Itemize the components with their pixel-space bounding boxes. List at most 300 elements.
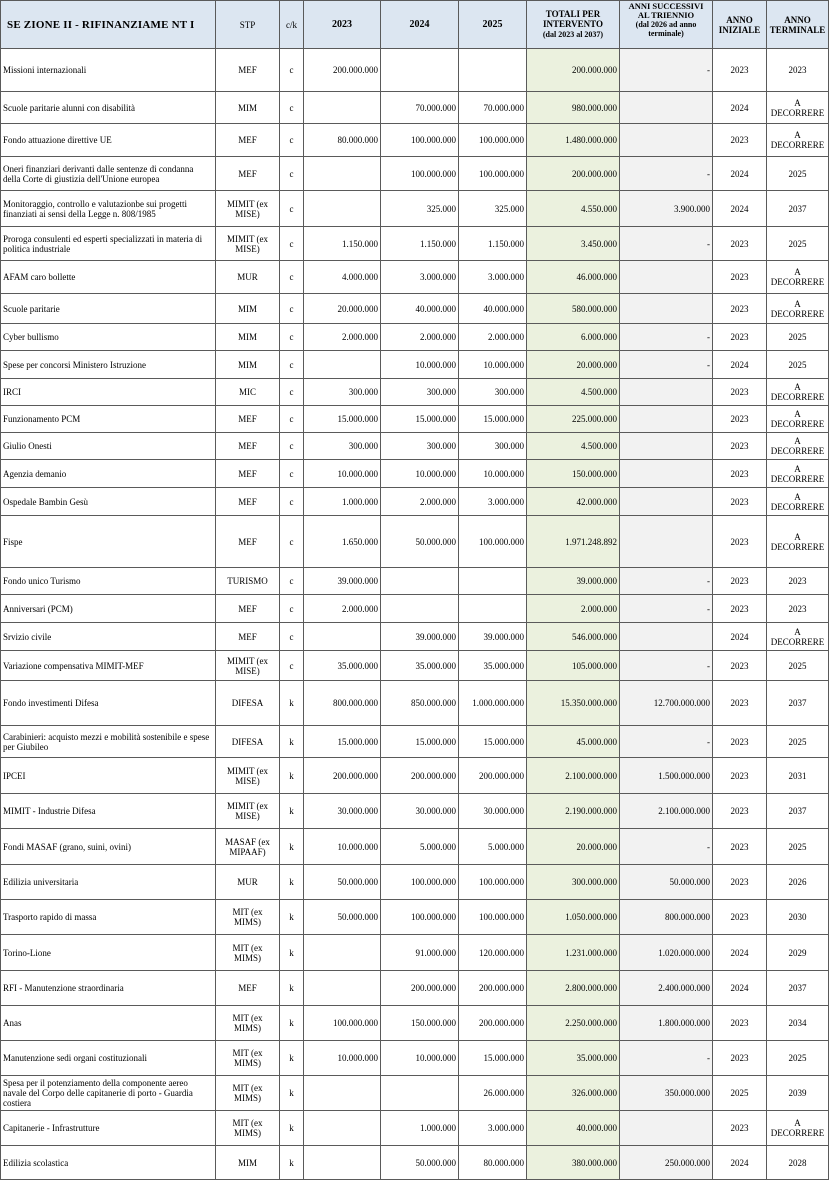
table-row [1,758,829,794]
row-2024: 30.000.000 [381,794,459,829]
row-stp: MIT (ex MIMS) [216,1041,280,1076]
row-totale: 4.550.000 [527,191,620,227]
header-succ-sub: (dal 2026 ad anno terminale) [635,20,697,38]
row-anni-successivi [620,1111,713,1146]
row-2023 [304,157,381,191]
row-2023: 15.000.000 [304,406,381,433]
row-anno-terminale: 2023 [767,595,829,623]
row-totale: 15.350.000.000 [527,681,620,726]
row-anni-successivi: 2.400.000.000 [620,971,713,1006]
row-2025: 15.000.000 [459,406,527,433]
row-anno-terminale: 2026 [767,865,829,900]
row-anni-successivi: 1.500.000.000 [620,758,713,794]
row-2023: 50.000.000 [304,865,381,900]
row-2025: 15.000.000 [459,1041,527,1076]
row-anni-successivi: - [620,651,713,681]
row-2023 [304,351,381,379]
header-anno-iniziale-1: ANNO [726,14,753,25]
row-anni-successivi [620,460,713,488]
row-anno-iniziale: 2023 [713,829,767,865]
row-ck: c [280,568,304,595]
row-ck: c [280,488,304,516]
row-stp: MIM [216,324,280,351]
row-2025: 300.000 [459,433,527,460]
row-totale: 2.000.000 [527,595,620,623]
row-totale: 35.000.000 [527,1041,620,1076]
row-ck: c [280,49,304,92]
row-totale: 150.000.000 [527,460,620,488]
row-anno-iniziale: 2024 [713,351,767,379]
row-name: Oneri finanziari derivanti dalle sentenze di condanna della Corte di giustizia dell'Unione europea [1,157,216,191]
row-anni-successivi [620,379,713,406]
row-totale: 45.000.000 [527,726,620,758]
row-anni-successivi: 250.000.000 [620,1146,713,1180]
row-2025: 10.000.000 [459,460,527,488]
row-2024: 325.000 [381,191,459,227]
row-2024: 1.000.000 [381,1111,459,1146]
row-anno-terminale: A DECORRERE [767,406,829,433]
row-anno-terminale: 2034 [767,1006,829,1041]
row-2025 [459,49,527,92]
row-totale: 200.000.000 [527,157,620,191]
table-row [1,516,829,568]
row-name: MIMIT - Industrie Difesa [1,794,216,829]
row-ck: k [280,865,304,900]
row-anno-iniziale: 2023 [713,595,767,623]
row-2025: 10.000.000 [459,351,527,379]
row-2024: 50.000.000 [381,1146,459,1180]
row-anno-iniziale: 2024 [713,92,767,124]
row-name: Anas [1,1006,216,1041]
row-stp: MIT (ex MIMS) [216,900,280,935]
table-row [1,900,829,935]
row-name: Fondi MASAF (grano, suini, ovini) [1,829,216,865]
row-name: Torino-Lione [1,935,216,971]
row-anno-iniziale: 2024 [713,623,767,651]
row-name: Capitanerie - Infrastrutture [1,1111,216,1146]
row-anno-terminale: 2025 [767,829,829,865]
row-2023: 1.650.000 [304,516,381,568]
row-2024: 1.150.000 [381,227,459,261]
row-name: Scuole paritarie [1,294,216,324]
header-anno-terminale-1: ANNO [784,14,811,25]
table-body [1,49,829,1180]
row-stp: MEF [216,595,280,623]
row-anno-iniziale: 2023 [713,865,767,900]
row-anno-iniziale: 2023 [713,124,767,157]
row-totale: 3.450.000 [527,227,620,261]
row-anno-terminale: 2028 [767,1146,829,1180]
row-2024 [381,49,459,92]
row-name: AFAM caro bollette [1,261,216,294]
row-2023 [304,1146,381,1180]
row-anno-terminale: 2023 [767,49,829,92]
row-totale: 200.000.000 [527,49,620,92]
row-anno-terminale: 2025 [767,651,829,681]
row-anno-iniziale: 2023 [713,568,767,595]
row-anno-iniziale: 2023 [713,1111,767,1146]
header-anno-terminale-2: TERMINALE [769,24,826,35]
row-2023: 10.000.000 [304,1041,381,1076]
row-2024: 100.000.000 [381,900,459,935]
row-ck: k [280,758,304,794]
header-anno-iniziale [713,1,767,49]
row-2023: 1.000.000 [304,488,381,516]
row-anno-iniziale: 2023 [713,406,767,433]
row-2023: 300.000 [304,379,381,406]
row-2023: 20.000.000 [304,294,381,324]
row-2023: 2.000.000 [304,595,381,623]
row-2025: 120.000.000 [459,935,527,971]
table-row [1,865,829,900]
row-totale: 980.000.000 [527,92,620,124]
row-anno-terminale: 2037 [767,971,829,1006]
row-ck: c [280,460,304,488]
row-name: Fondo attuazione direttive UE [1,124,216,157]
table-row [1,488,829,516]
row-anno-terminale: 2025 [767,1041,829,1076]
row-2024: 100.000.000 [381,157,459,191]
row-anni-successivi [620,261,713,294]
table-row [1,1076,829,1111]
row-totale: 380.000.000 [527,1146,620,1180]
row-2024: 91.000.000 [381,935,459,971]
row-2023 [304,1076,381,1111]
row-2024: 300.000 [381,433,459,460]
row-name: Monitoraggio, controllo e valutazionbe sui progetti finanziati ai sensi della Legge n. 808/1985 [1,191,216,227]
row-2024: 100.000.000 [381,124,459,157]
row-2024 [381,568,459,595]
row-name: Fondo unico Turismo [1,568,216,595]
row-ck: c [280,651,304,681]
row-anno-iniziale: 2023 [713,460,767,488]
row-anno-iniziale: 2023 [713,488,767,516]
row-anno-iniziale: 2023 [713,379,767,406]
row-anno-iniziale: 2024 [713,157,767,191]
table-row [1,351,829,379]
row-anno-terminale: 2037 [767,681,829,726]
row-totale: 4.500.000 [527,379,620,406]
row-totale: 42.000.000 [527,488,620,516]
header-stp: STP [216,1,280,49]
row-anni-successivi: 3.900.000 [620,191,713,227]
row-2024: 200.000.000 [381,758,459,794]
header-anno-terminale [767,1,829,49]
row-2025: 35.000.000 [459,651,527,681]
row-totale: 2.800.000.000 [527,971,620,1006]
row-totale: 1.231.000.000 [527,935,620,971]
row-totale: 225.000.000 [527,406,620,433]
row-2023 [304,935,381,971]
row-name: Fondo investimenti Difesa [1,681,216,726]
row-anno-terminale: 2025 [767,726,829,758]
row-anni-successivi [620,406,713,433]
row-totale: 46.000.000 [527,261,620,294]
row-2024: 850.000.000 [381,681,459,726]
header-totali-line1: TOTALI PER [545,9,601,19]
table-row [1,1146,829,1180]
table-row [1,294,829,324]
header-succ-line1: ANNI SUCCESSIVI [628,1,704,11]
row-totale: 39.000.000 [527,568,620,595]
row-stp: MEF [216,488,280,516]
row-name: Giulio Onesti [1,433,216,460]
row-anno-terminale: A DECORRERE [767,1111,829,1146]
table-row [1,433,829,460]
row-ck: k [280,1006,304,1041]
row-2024: 10.000.000 [381,1041,459,1076]
row-2023: 35.000.000 [304,651,381,681]
row-ck: k [280,935,304,971]
table-row [1,623,829,651]
row-name: Fispe [1,516,216,568]
row-2023 [304,1111,381,1146]
row-ck: k [280,681,304,726]
row-ck: c [280,227,304,261]
row-anni-successivi [620,433,713,460]
row-2025: 3.000.000 [459,488,527,516]
row-ck: c [280,433,304,460]
row-2025: 3.000.000 [459,1111,527,1146]
row-stp: MEF [216,971,280,1006]
row-2023: 30.000.000 [304,794,381,829]
row-2024: 300.000 [381,379,459,406]
row-2023: 4.000.000 [304,261,381,294]
row-2025: 1.000.000.000 [459,681,527,726]
row-stp: MIT (ex MIMS) [216,1111,280,1146]
row-2024: 150.000.000 [381,1006,459,1041]
row-2023 [304,971,381,1006]
row-totale: 2.190.000.000 [527,794,620,829]
row-anno-iniziale: 2023 [713,294,767,324]
row-ck: c [280,294,304,324]
row-2024 [381,595,459,623]
row-stp: MEF [216,124,280,157]
row-ck: c [280,92,304,124]
header-totali [527,1,620,49]
row-ck: k [280,829,304,865]
row-anno-iniziale: 2023 [713,651,767,681]
table-row [1,261,829,294]
row-anno-iniziale: 2023 [713,516,767,568]
row-2024 [381,1076,459,1111]
row-anni-successivi: - [620,49,713,92]
row-ck: k [280,971,304,1006]
row-anno-terminale: A DECORRERE [767,124,829,157]
row-anno-terminale: A DECORRERE [767,488,829,516]
row-totale: 105.000.000 [527,651,620,681]
row-totale: 1.050.000.000 [527,900,620,935]
table-row [1,651,829,681]
row-2023: 200.000.000 [304,758,381,794]
row-stp: MIM [216,351,280,379]
row-anno-terminale: 2039 [767,1076,829,1111]
table-row [1,324,829,351]
row-name: Ospedale Bambin Gesù [1,488,216,516]
row-stp: MIMIT (ex MISE) [216,651,280,681]
row-stp: MIT (ex MIMS) [216,1076,280,1111]
row-anno-terminale: 2025 [767,157,829,191]
table-row [1,595,829,623]
row-2024: 15.000.000 [381,726,459,758]
row-totale: 300.000.000 [527,865,620,900]
row-2025: 70.000.000 [459,92,527,124]
row-2024: 10.000.000 [381,460,459,488]
row-stp: MIMIT (ex MISE) [216,227,280,261]
row-2023: 10.000.000 [304,460,381,488]
row-name: Spesa per il potenziamento della componente aereo navale del Corpo delle capitanerie di porto - Guardia costiera [1,1076,216,1111]
row-2025: 200.000.000 [459,758,527,794]
row-stp: MEF [216,433,280,460]
row-name: Missioni internazionali [1,49,216,92]
row-2025: 5.000.000 [459,829,527,865]
row-name: IRCI [1,379,216,406]
row-2025: 26.000.000 [459,1076,527,1111]
row-anno-terminale: A DECORRERE [767,261,829,294]
row-anno-terminale: A DECORRERE [767,379,829,406]
row-2024: 100.000.000 [381,865,459,900]
row-anni-successivi: - [620,1041,713,1076]
table-row [1,935,829,971]
row-totale: 1.480.000.000 [527,124,620,157]
row-stp: MEF [216,49,280,92]
row-totale: 1.971.248.892 [527,516,620,568]
row-anni-successivi: 350.000.000 [620,1076,713,1111]
row-anni-successivi [620,92,713,124]
row-stp: MIT (ex MIMS) [216,1006,280,1041]
row-anni-successivi: - [620,568,713,595]
row-anni-successivi [620,623,713,651]
row-2024: 35.000.000 [381,651,459,681]
row-anno-iniziale: 2023 [713,794,767,829]
row-anni-successivi: 800.000.000 [620,900,713,935]
row-anni-successivi: 2.100.000.000 [620,794,713,829]
row-ck: c [280,623,304,651]
row-anno-iniziale: 2023 [713,433,767,460]
row-stp: MIMIT (ex MISE) [216,758,280,794]
row-2025: 2.000.000 [459,324,527,351]
row-stp: MEF [216,516,280,568]
table-row [1,49,829,92]
row-anno-iniziale: 2024 [713,1146,767,1180]
row-totale: 6.000.000 [527,324,620,351]
row-anni-successivi: - [620,157,713,191]
row-2024: 200.000.000 [381,971,459,1006]
row-anno-terminale: 2037 [767,191,829,227]
row-stp: MUR [216,261,280,294]
row-stp: MIM [216,92,280,124]
row-anno-iniziale: 2023 [713,1006,767,1041]
row-anno-terminale: A DECORRERE [767,92,829,124]
row-2025: 40.000.000 [459,294,527,324]
row-2025: 15.000.000 [459,726,527,758]
table-row [1,124,829,157]
table-row [1,1111,829,1146]
row-2025: 100.000.000 [459,516,527,568]
row-anni-successivi: 1.020.000.000 [620,935,713,971]
row-anno-terminale: 2025 [767,351,829,379]
row-2023: 50.000.000 [304,900,381,935]
table-row [1,1006,829,1041]
row-totale: 40.000.000 [527,1111,620,1146]
row-2023 [304,92,381,124]
row-2024: 2.000.000 [381,324,459,351]
row-2023 [304,623,381,651]
row-name: Agenzia demanio [1,460,216,488]
row-ck: k [280,1041,304,1076]
row-ck: c [280,351,304,379]
row-totale: 2.250.000.000 [527,1006,620,1041]
row-name: Edilizia universitaria [1,865,216,900]
row-anno-terminale: A DECORRERE [767,460,829,488]
row-ck: c [280,379,304,406]
row-2025: 30.000.000 [459,794,527,829]
row-anno-terminale: 2031 [767,758,829,794]
row-anno-iniziale: 2023 [713,49,767,92]
row-anni-successivi [620,294,713,324]
row-2025: 100.000.000 [459,865,527,900]
table-row [1,794,829,829]
row-name: Funzionamento PCM [1,406,216,433]
row-name: Proroga consulenti ed esperti specializzati in materia di politica industriale [1,227,216,261]
row-2023: 1.150.000 [304,227,381,261]
row-anno-iniziale: 2023 [713,227,767,261]
row-2024: 10.000.000 [381,351,459,379]
row-2025: 300.000 [459,379,527,406]
row-anno-iniziale: 2023 [713,1041,767,1076]
row-ck: c [280,191,304,227]
row-anno-terminale: A DECORRERE [767,516,829,568]
table-row [1,191,829,227]
row-ck: c [280,261,304,294]
row-anno-terminale: 2025 [767,227,829,261]
row-ck: c [280,516,304,568]
row-anni-successivi: - [620,227,713,261]
row-stp: MIMIT (ex MISE) [216,794,280,829]
table-row [1,92,829,124]
header-2025: 2025 [459,1,527,49]
row-stp: MEF [216,460,280,488]
row-2025: 3.000.000 [459,261,527,294]
table-row [1,1041,829,1076]
row-stp: MIM [216,294,280,324]
row-totale: 2.100.000.000 [527,758,620,794]
row-totale: 546.000.000 [527,623,620,651]
row-2025: 39.000.000 [459,623,527,651]
row-anno-terminale: A DECORRERE [767,433,829,460]
row-2023 [304,191,381,227]
row-anno-iniziale: 2023 [713,324,767,351]
row-name: IPCEI [1,758,216,794]
row-ck: k [280,726,304,758]
row-2024: 50.000.000 [381,516,459,568]
row-anni-successivi: - [620,324,713,351]
row-2023: 100.000.000 [304,1006,381,1041]
header-totali-sub: (dal 2023 al 2037) [542,30,604,39]
row-name: Variazione compensativa MIMIT-MEF [1,651,216,681]
section-title: SE ZIONE II - RIFINANZIAME NT I [1,1,216,49]
row-stp: MEF [216,157,280,191]
row-anno-iniziale: 2023 [713,726,767,758]
row-2025: 325.000 [459,191,527,227]
row-2023: 800.000.000 [304,681,381,726]
row-2024: 5.000.000 [381,829,459,865]
row-2023: 200.000.000 [304,49,381,92]
row-stp: MEF [216,406,280,433]
row-ck: c [280,595,304,623]
row-ck: c [280,157,304,191]
row-2025: 80.000.000 [459,1146,527,1180]
